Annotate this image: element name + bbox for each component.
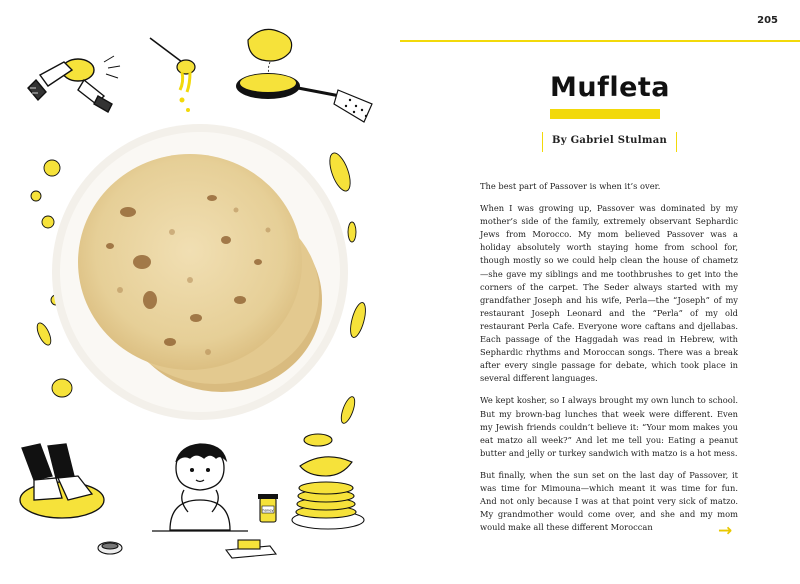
article-body: [480, 180, 738, 543]
hands-with-dough-icon: [28, 56, 120, 112]
title-underline-bar: [550, 109, 660, 119]
pancake-stack-icon: [292, 434, 364, 529]
paragraph-3: We kept kosher, so I always brought my own lunch to school. But my brown-bag lunches that week were different. Even my Jewish friends couldn’t believe it: “Your mom makes you eat matzo all week?” And let me tell you: Eating a peanut butter and jelly or turkey sandwich with matzo is a hot mess.: [480, 395, 738, 458]
honey-jar-label: honey: [262, 508, 274, 513]
boy-icon: [152, 444, 248, 531]
paragraph-2: When I was growing up, Passover was dominated by my mother’s side of the family, extremely observant Sephardic Jews from Morocco. My mom believed Passover was a holiday absolutely worth staying home from school for, though mostly so we could help clean the house of chametz—she gave my siblings and me toothbrushes to get into the corners of the carpet. The Seder always started with my grandfather Joseph and his wife, Perla—the “Joseph” of my restaurant Joseph Leonard and the “Perla” of my old restaurant Perla Cafe. Everyone wore caftans and djellabas. Each passage of the Haggadah was read in Hebrew, with Sephardic rhythms and Moroccan songs. There was a break after every single passage for debate, which took place in several different languages.: [480, 203, 738, 384]
paragraph-1: The best part of Passover is when it’s over.: [480, 181, 661, 191]
top-divider-rule: [400, 40, 800, 42]
frying-pan-icon: [236, 29, 372, 122]
paragraph-4: But finally, when the sun set on the last day of Passover, it was time for Mimouna—which meant it was time for fun. And not only because I was at that point very sick of matzo. My grandmother would come over, and she and my mom would make all these different Moroccan: [480, 469, 738, 533]
honey-dipper-icon: [150, 38, 195, 112]
byline-frame: [542, 132, 677, 152]
continue-arrow-icon[interactable]: →: [718, 521, 733, 541]
article-byline: By Gabriel Stulman: [551, 135, 668, 146]
kneading-hands-icon: [20, 444, 104, 518]
bread-plate-icon: [52, 124, 348, 420]
right-page-article: [400, 0, 800, 584]
page-number: 205: [757, 15, 778, 26]
article-title: Mufleta: [550, 72, 671, 103]
butter-icon: [226, 540, 276, 558]
small-bowl-icon: [98, 542, 122, 554]
honey-jar-icon: [258, 494, 278, 522]
